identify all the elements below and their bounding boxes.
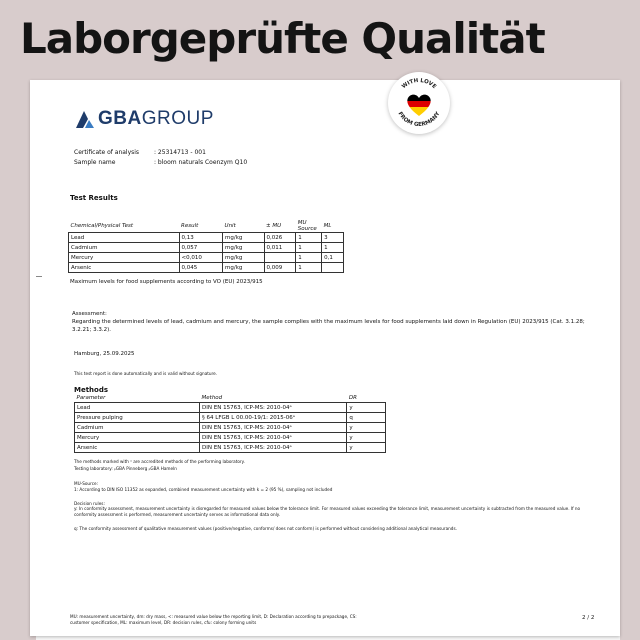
test-results-title: Test Results <box>70 194 118 202</box>
table-row: Cadmium DIN EN 15763, ICP-MS: 2010-04ᵃ y <box>75 423 386 433</box>
table-row: Pressure pulping § 64 LFGB L 00.00-19/1: 2015-06ᵃ q <box>75 413 386 423</box>
svg-text:WITH LOVE: WITH LOVE <box>401 77 438 91</box>
methods-title: Methods <box>74 386 109 394</box>
gba-group-logo <box>74 108 214 130</box>
decision-rule-q: q: The conformity assessment of qualitative measurement values (positive/negative, conforms/ does not conform) is performed without considering additional analytical measurands. <box>74 526 457 531</box>
mu-source-text: 1: According to DIN ISO 11352 as expanded, combined measurement uncertainty with k = 2 (95 %), sampling not included <box>74 487 333 492</box>
table-row: Arsenic 0,045 mg/kg 0,009 1 <box>69 263 344 273</box>
meta-row: Certificate of analysis : 25314713 - 001 <box>74 149 206 156</box>
assessment-text: Regarding the determined levels of lead, cadmium and mercury, the sample complies with the maximum levels for food supplements laid down in Regulation (EU) 2023/915 (Cat. 3.1.28; 3.2.21; 3.3.2). <box>72 319 585 333</box>
certificate-meta <box>74 148 247 168</box>
page-number: 2 / 2 <box>582 615 595 621</box>
svg-text:FROM GERMANY: FROM GERMANY <box>396 111 442 129</box>
methods-table <box>74 393 386 453</box>
decision-rule-y: y: In conformity assessment, measurement uncertainty is disregarded for measured values below the tolerance limit. For measured values exceeding the tolerance limit, measurement uncertainty is subtracted from the measured value. If no conformity assessment is performed, measurement uncertainty serves as informational data only. <box>74 506 581 517</box>
table-row: Arsenic DIN EN 15763, ICP-MS: 2010-04ᵃ y <box>75 443 386 453</box>
decision-rules-label: Decision rules: <box>74 501 105 506</box>
heart-flag-germany-icon <box>388 72 450 134</box>
test-results-table <box>68 220 344 273</box>
table-row: Cadmium 0,057 mg/kg 0,011 1 1 <box>69 243 344 253</box>
place-date: Hamburg, 25.09.2025 <box>74 351 135 357</box>
table-row: Lead DIN EN 15763, ICP-MS: 2010-04ᵃ y <box>75 403 386 413</box>
made-in-germany-badge <box>388 72 450 134</box>
footer-abbreviations: MU: measurement uncertainty, dm: dry mass, <: measured value below the reporting limit, D: Declaration according to prepackage, CS: customer specification, ML: maximum level, DR: decision rules, cfu: colony forming units <box>70 614 357 625</box>
table-header-row: Parameter Method DR <box>75 393 386 403</box>
methods-note-accredited: The methods marked with ᵃ are accredited methods of the performing laboratory. <box>74 459 245 464</box>
margin-mark <box>36 276 42 277</box>
table-row: Mercury DIN EN 15763, ICP-MS: 2010-04ᵃ y <box>75 433 386 443</box>
gba-triangle-logo-icon <box>74 109 98 129</box>
meta-row: Sample name : bloom naturals Coenzym Q10 <box>74 159 248 166</box>
auto-note: This test report is done automatically and is valid without signature. <box>74 371 218 376</box>
table-header-row: Chemical/Physical Test Result Unit ± MU MU Source ML <box>69 220 344 233</box>
headline: Laborgeprüfte Qualität <box>20 14 545 63</box>
logo-text: GBAGROUP <box>98 108 214 129</box>
mu-source-label: MU-Source: <box>74 481 98 486</box>
methods-note-laboratory: Testing laboratory: ₚGBA Pinneberg ₚGBA Hameln <box>74 466 177 471</box>
max-levels-note: Maximum levels for food supplements according to VO (EU) 2023/915 <box>70 279 263 285</box>
table-row: Mercury <0,010 mg/kg 1 0,1 <box>69 253 344 263</box>
table-row: Lead 0,13 mg/kg 0,026 1 3 <box>69 233 344 243</box>
certificate-page <box>30 77 620 636</box>
assessment-label: Assessment: <box>72 311 107 317</box>
